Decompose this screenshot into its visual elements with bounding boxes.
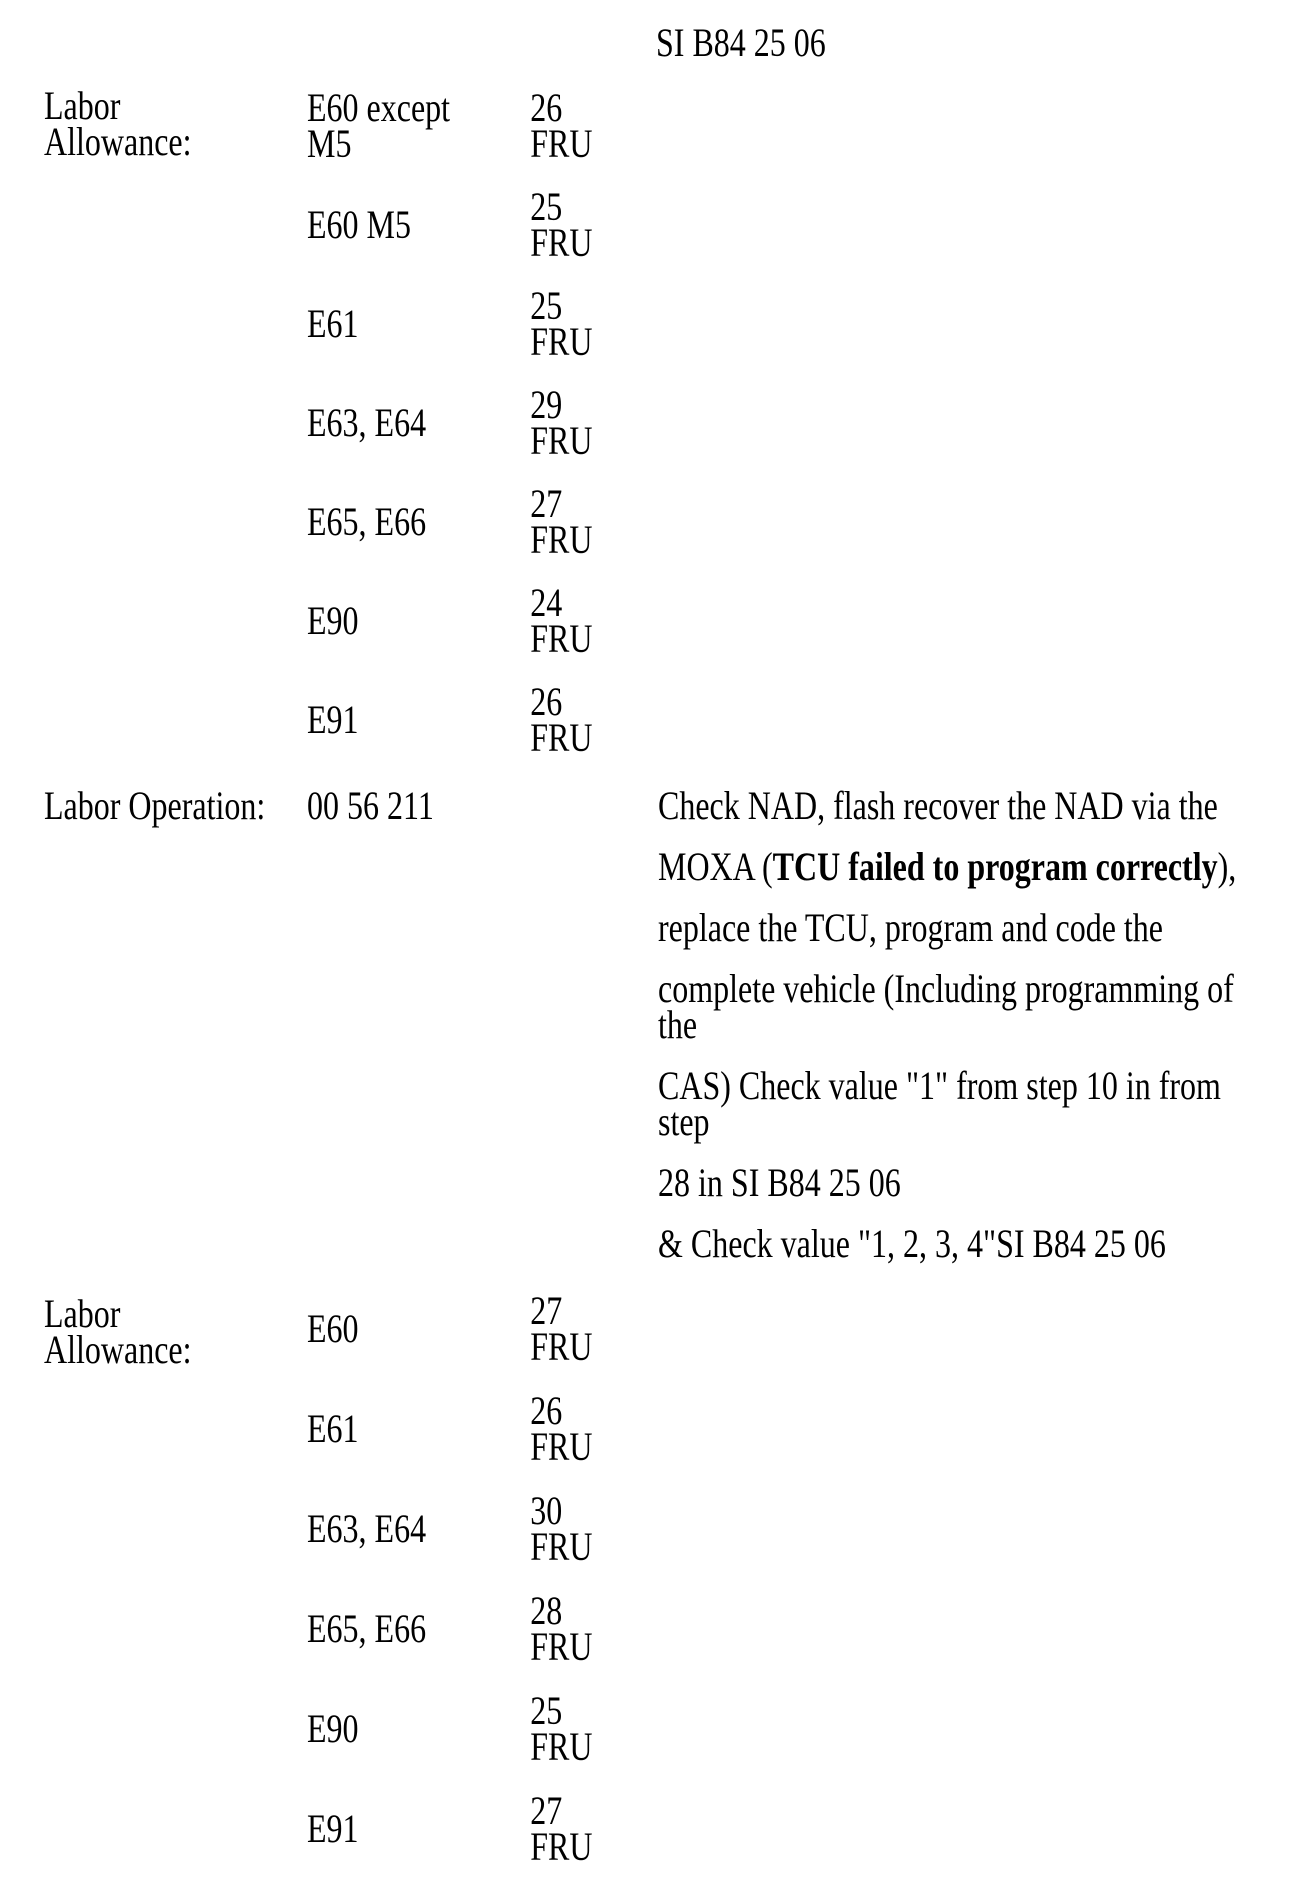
model-line: E65, E66 <box>307 1606 427 1651</box>
model-line: E90 <box>307 597 359 643</box>
labor-allowance-label <box>44 83 192 164</box>
model-cell <box>307 84 530 166</box>
allowance-row <box>307 1579 851 1679</box>
text-segment: the <box>658 1002 698 1047</box>
description-line <box>658 1160 1290 1205</box>
model-cell <box>307 1606 530 1651</box>
allowance-unit: FRU <box>530 1324 593 1369</box>
description-paragraph <box>658 783 1290 828</box>
allowance-row <box>307 1379 851 1479</box>
model-cell <box>307 1406 530 1451</box>
labor-allowance-label <box>44 1291 192 1372</box>
bulletin-number-header: SI B84 25 06 <box>656 20 826 65</box>
allowance-unit: FRU <box>530 1824 593 1869</box>
text-segment: step <box>658 1099 710 1144</box>
allowance-row <box>307 1679 851 1779</box>
description-line <box>658 1002 1290 1047</box>
allowance-row <box>307 175 851 274</box>
model-cell <box>307 696 530 742</box>
allowance-cell <box>530 579 658 661</box>
labor-allowance-table <box>307 76 851 769</box>
allowance-unit: FRU <box>530 318 593 364</box>
allowance-value: 29 <box>530 381 563 427</box>
text-segment: CAS) Check value "1" from step 10 in from <box>658 1063 1221 1108</box>
allowance-cell <box>530 1688 658 1769</box>
allowance-unit: FRU <box>530 615 593 661</box>
description-paragraph <box>658 844 1290 889</box>
allowance-value: 28 <box>530 1588 563 1633</box>
allowance-row <box>307 373 851 472</box>
allowance-row <box>307 1779 851 1879</box>
model-cell <box>307 597 530 643</box>
model-line: E61 <box>307 1406 359 1451</box>
model-line: E91 <box>307 696 359 742</box>
allowance-row <box>307 670 851 769</box>
section-label-line: Labor <box>44 83 121 128</box>
allowance-cell <box>530 1488 658 1569</box>
description-paragraph <box>658 1221 1290 1266</box>
allowance-value: 25 <box>530 282 563 328</box>
model-cell <box>307 300 530 346</box>
labor-operation-code: 00 56 211 <box>307 783 434 828</box>
model-cell <box>307 201 530 247</box>
allowance-row <box>307 274 851 373</box>
model-line: E90 <box>307 1706 359 1751</box>
description-line <box>658 1063 1290 1108</box>
allowance-row <box>307 1479 851 1579</box>
description-line <box>658 905 1290 950</box>
allowance-cell <box>530 480 658 562</box>
section-label-line: Allowance: <box>44 1327 192 1372</box>
text-segment: MOXA ( <box>658 844 773 889</box>
allowance-value: 25 <box>530 1688 563 1733</box>
allowance-cell <box>530 1788 658 1869</box>
description-line <box>658 1099 1290 1144</box>
model-line: E91 <box>307 1806 359 1851</box>
allowance-cell <box>530 1388 658 1469</box>
allowance-row <box>307 76 851 175</box>
description-line <box>658 1221 1290 1266</box>
allowance-row <box>307 472 851 571</box>
model-cell <box>307 399 530 445</box>
allowance-cell <box>530 1588 658 1669</box>
labor-allowance-table <box>307 1279 851 1879</box>
allowance-value: 26 <box>530 1388 563 1433</box>
description-paragraph <box>658 905 1290 950</box>
description-paragraph <box>658 966 1290 1047</box>
labor-operation-label: Labor Operation: <box>44 783 266 828</box>
allowance-value: 27 <box>530 480 563 526</box>
description-paragraph <box>658 1063 1290 1144</box>
model-cell <box>307 1506 530 1551</box>
allowance-cell <box>530 84 658 166</box>
allowance-cell <box>530 1288 658 1369</box>
bold-text: TCU failed to program correctly <box>772 844 1218 889</box>
model-line: E63, E64 <box>307 1506 427 1551</box>
text-segment: replace the TCU, program and code the <box>658 905 1163 950</box>
allowance-unit: FRU <box>530 1624 593 1669</box>
model-line: E60 <box>307 1306 359 1351</box>
model-cell <box>307 1806 530 1851</box>
text-segment: complete vehicle (Including programming of <box>658 966 1234 1011</box>
text-segment: ), <box>1217 844 1237 889</box>
model-cell <box>307 498 530 544</box>
allowance-cell <box>530 381 658 463</box>
description-line <box>658 844 1290 889</box>
allowance-unit: FRU <box>530 1424 593 1469</box>
labor-operation-description <box>658 783 1290 1287</box>
model-cell <box>307 1306 530 1351</box>
allowance-cell <box>530 282 658 364</box>
allowance-value: 24 <box>530 579 563 625</box>
allowance-unit: FRU <box>530 1724 593 1769</box>
text-segment: & Check value "1, 2, 3, 4"SI B84 25 06 <box>658 1221 1166 1266</box>
allowance-unit: FRU <box>530 516 593 562</box>
allowance-unit: FRU <box>530 1524 593 1569</box>
allowance-value: 26 <box>530 678 563 724</box>
model-line: E61 <box>307 300 359 346</box>
text-segment: Check NAD, flash recover the NAD via the <box>658 783 1218 828</box>
model-line: E65, E66 <box>307 498 427 544</box>
text-segment: 28 in SI B84 25 06 <box>658 1160 901 1205</box>
allowance-unit: FRU <box>530 417 593 463</box>
model-line: E60 except <box>307 84 451 130</box>
allowance-unit: FRU <box>530 219 593 265</box>
allowance-row <box>307 1279 851 1379</box>
allowance-value: 27 <box>530 1288 563 1333</box>
section-label-line: Allowance: <box>44 119 192 164</box>
allowance-unit: FRU <box>530 120 593 166</box>
model-line: E60 M5 <box>307 201 411 247</box>
allowance-unit: FRU <box>530 714 593 760</box>
description-paragraph <box>658 1160 1290 1205</box>
allowance-cell <box>530 678 658 760</box>
allowance-value: 30 <box>530 1488 563 1533</box>
model-line: E63, E64 <box>307 399 427 445</box>
description-line <box>658 783 1290 828</box>
allowance-value: 27 <box>530 1788 563 1833</box>
allowance-value: 26 <box>530 84 563 130</box>
model-line: M5 <box>307 120 352 166</box>
description-line <box>658 966 1290 1011</box>
section-label-line: Labor <box>44 1291 121 1336</box>
model-cell <box>307 1706 530 1751</box>
allowance-row <box>307 571 851 670</box>
allowance-value: 25 <box>530 183 563 229</box>
allowance-cell <box>530 183 658 265</box>
